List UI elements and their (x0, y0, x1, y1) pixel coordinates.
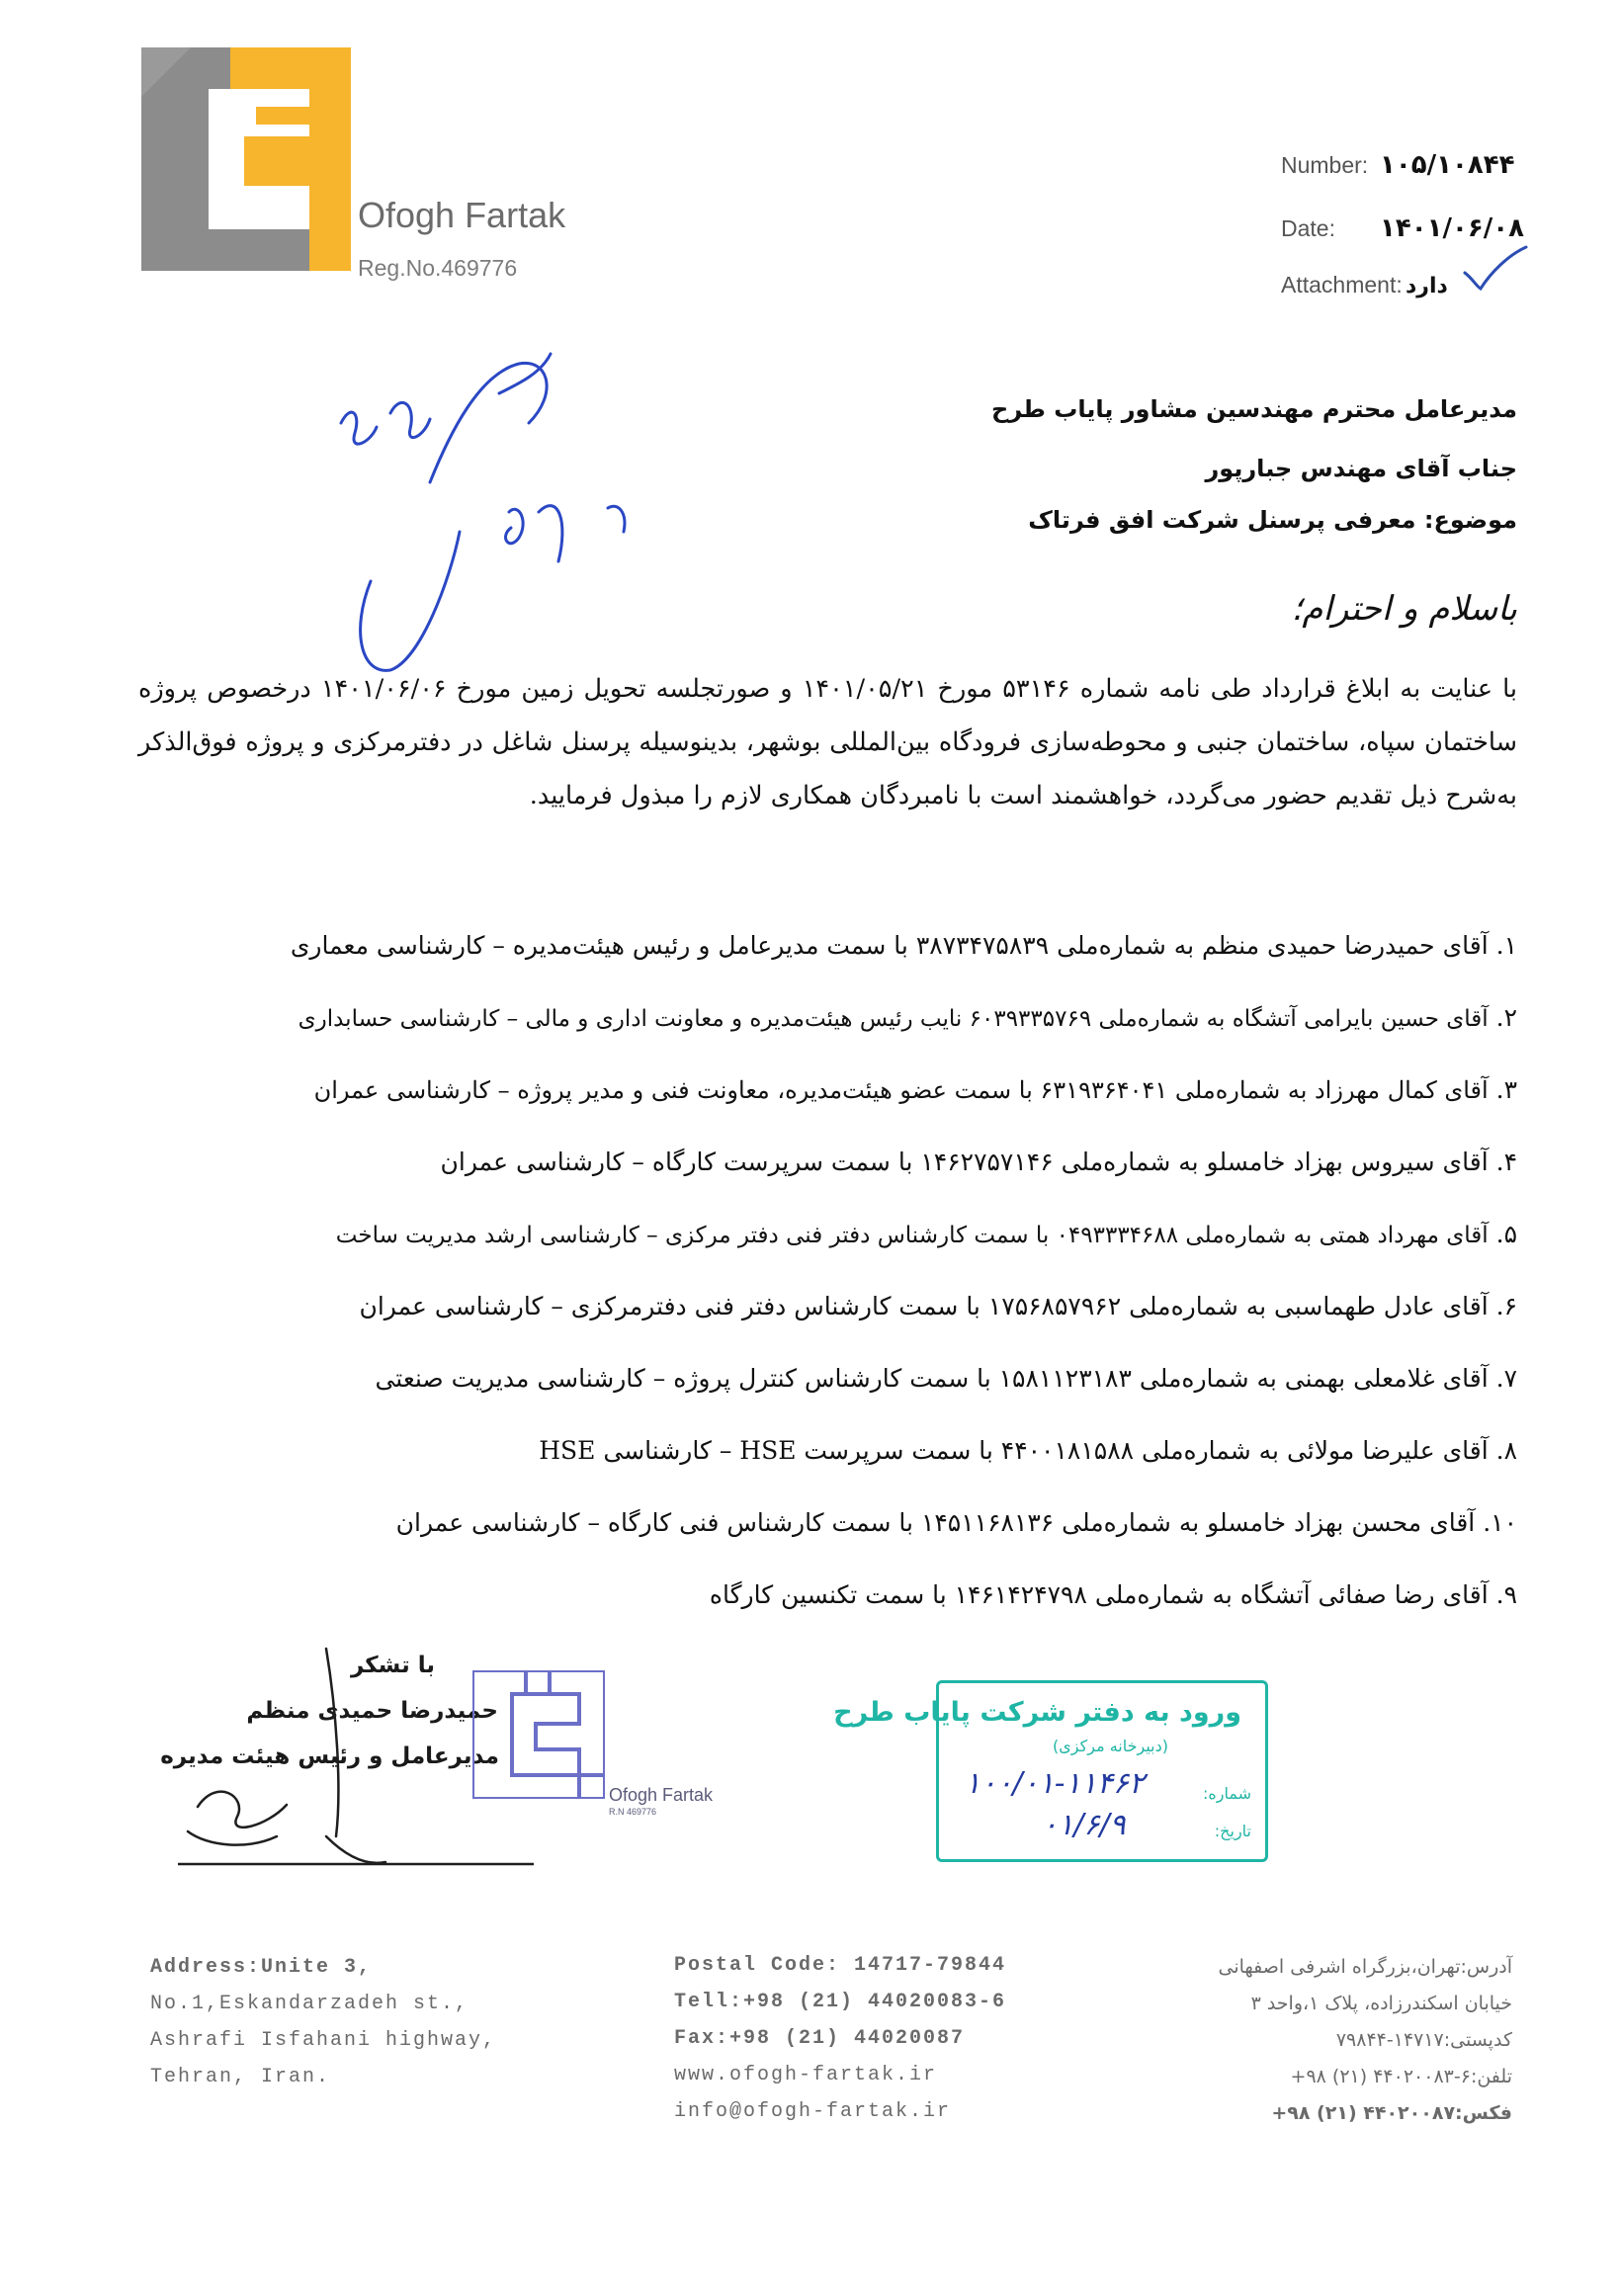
stamp-title: ورود به دفتر شرکت پایاب طرح (833, 1697, 1241, 1728)
registration-number: Reg.No.469776 (358, 255, 518, 281)
staff-number: ۳. (1495, 1075, 1517, 1104)
addressee-title: مدیرعامل محترم مهندسین مشاور پایاب طرح (991, 395, 1517, 423)
staff-item (119, 1070, 1517, 1143)
attachment-label: Attachment: (1281, 272, 1403, 298)
footer-fax: Fax:+98 (21) 44020087 (674, 2027, 966, 2050)
handwritten-note (321, 334, 687, 690)
footer-address-line: Ashrafi Isfahani highway, (150, 2029, 497, 2052)
number-value: ۱۰۵/۱۰۸۴۴ (1380, 150, 1515, 180)
footer-address-fa-line: کدپستی:۱۴۷۱۷-۷۹۸۴۴ (1335, 2029, 1512, 2051)
number-label: Number: (1281, 152, 1369, 178)
ofogh-fartak-logo (141, 47, 351, 271)
brand-name: Ofogh Fartak (358, 195, 566, 235)
footer-address-line: Address:Unite 3, (150, 1956, 373, 1979)
footer-tel: Tell:+98 (21) 44020083-6 (674, 1991, 1007, 2013)
staff-number: ۸. (1495, 1436, 1517, 1465)
stamp-number-value: ۱۰۰/۰۱-۱۱۴۶۲ (965, 1766, 1146, 1801)
attachment-value: دارد (1406, 274, 1448, 298)
footer-contact (674, 1947, 1006, 2130)
staff-number: ۷. (1495, 1364, 1517, 1393)
salutation: باسلام و احترام؛ (1291, 589, 1517, 629)
staff-number: ۵. (1495, 1220, 1517, 1248)
date-value: ۱۴۰۱/۰۶/۰۸ (1380, 213, 1524, 243)
staff-number: ۴. (1495, 1148, 1517, 1176)
staff-item (119, 1503, 1517, 1575)
staff-item (119, 1215, 1517, 1287)
check-mark-icon (1461, 243, 1530, 293)
staff-text: آقای محسن بهزاد خامسلو به شماره‌ملی ۱۴۵۱۱۶۸۱۳۶ با سمت کارشناس فنی کارگاه – کارشناسی عمران (395, 1508, 1476, 1537)
staff-text: آقای کمال مهرزاد به شماره‌ملی ۶۳۱۹۳۶۴۰۴۱ با سمت عضو هیئت‌مدیره، معاونت فنی و مدیر پروژه – کارشناسی عمران (313, 1076, 1489, 1104)
stamp-number-label: شماره: (1202, 1784, 1251, 1803)
signatory-title: مدیرعامل و رئیس هیئت مدیره (160, 1743, 499, 1769)
staff-text: آقای رضا صفائی آتشگاه به شماره‌ملی ۱۴۶۱۴۲۴۷۹۸ با سمت تکنسین کارگاه (709, 1580, 1489, 1609)
seal-registration: R.N 469776 (609, 1807, 657, 1817)
seal-brand: Ofogh Fartak (609, 1785, 714, 1805)
staff-text: آقای عادل طهماسبی به شماره‌ملی ۱۷۵۶۸۵۷۹۶۲ با سمت کارشناس دفتر فنی دفترمرکزی – کارشناسی عمران (359, 1292, 1489, 1320)
staff-text: آقای علیرضا مولائی به شماره‌ملی ۴۴۰۰۱۸۱۵۸۸ با سمت سرپرست HSE – کارشناسی HSE (539, 1436, 1489, 1465)
footer-website: www.ofogh-fartak.ir (674, 2064, 938, 2086)
letter-attachment (1281, 272, 1448, 298)
footer-address-line: No.1,Eskandarzadeh st., (150, 1993, 469, 2015)
subject-line: موضوع: معرفی پرسنل شرکت افق فرتاک (1028, 506, 1517, 534)
footer-address-fa-line: خیابان اسکندرزاده، پلاک ۱،واحد ۳ (1250, 1993, 1512, 2014)
staff-item (119, 998, 1517, 1070)
signature-ink (178, 1629, 534, 1886)
staff-text: آقای حسین بایرامی آتشگاه به شماره‌ملی ۶۰۳۹۳۳۵۷۶۹ نایب رئیس هیئت‌مدیره و معاونت اداری و مالی – کارشناسی حسابداری (298, 1006, 1489, 1032)
addressee-name: جناب آقای مهندس جبارپور (1205, 455, 1517, 482)
staff-text: آقای مهرداد همتی به شماره‌ملی ۰۴۹۳۳۳۴۶۸۸ با سمت کارشناس دفتر فنی دفتر مرکزی – کارشناسی ارشد مدیریت ساخت (335, 1223, 1489, 1248)
staff-item (119, 1359, 1517, 1431)
footer-address-fa-line: آدرس:تهران،بزرگراه اشرفی اصفهانی (1218, 1956, 1512, 1978)
letter-date (1281, 213, 1524, 243)
stamp-date-label: تاریخ: (1214, 1822, 1251, 1840)
receipt-stamp (833, 1680, 1268, 1862)
footer-address-en (150, 1949, 496, 2095)
staff-number: ۱. (1495, 931, 1517, 960)
staff-text: آقای غلامعلی بهمنی به شماره‌ملی ۱۵۸۱۱۲۳۱۸۳ با سمت کارشناس کنترل پروژه – کارشناسی مدیریت صنعتی (375, 1364, 1489, 1393)
staff-text: آقای حمیدرضا حمیدی منظم به شماره‌ملی ۳۸۷۳۴۷۵۸۳۹ با سمت مدیرعامل و رئیس هیئت‌مدیره – کارشناسی معماری (290, 931, 1489, 960)
staff-number: ۱۰. (1483, 1508, 1517, 1537)
footer-postal-code: Postal Code: 14717-79844 (674, 1954, 1007, 1977)
footer-address-fa-line: فکس:۴۴۰۲۰۰۸۷ (۲۱) ۹۸+ (1271, 2102, 1512, 2124)
staff-item (119, 1143, 1517, 1215)
staff-item (119, 1431, 1517, 1503)
letter-number (1281, 150, 1514, 180)
stamp-subtitle: (دبیرخانه مرکزی) (1053, 1737, 1168, 1755)
footer-email: info@ofogh-fartak.ir (674, 2100, 952, 2123)
staff-text: آقای سیروس بهزاد خامسلو به شماره‌ملی ۱۴۶۲۷۵۷۱۴۶ با سمت سرپرست کارگاه – کارشناسی عمران (440, 1148, 1489, 1176)
staff-item (119, 1287, 1517, 1359)
staff-list (119, 926, 1517, 1648)
staff-number: ۹. (1495, 1580, 1517, 1609)
signatory-name: حمیدرضا حمیدی منظم (246, 1698, 498, 1724)
staff-number: ۲. (1495, 1003, 1517, 1032)
signature-thanks: با تشکر (350, 1653, 435, 1678)
stamp-date-value: ۰۱/۶/۹ (1042, 1808, 1126, 1842)
footer-address-line: Tehran, Iran. (150, 2066, 331, 2088)
staff-number: ۶. (1495, 1292, 1517, 1320)
staff-item (119, 926, 1517, 998)
footer-address-fa (1219, 1949, 1513, 2132)
footer-address-fa-line: تلفن:۶-۴۴۰۲۰۰۸۳ (۲۱) ۹۸+ (1290, 2066, 1512, 2087)
body-paragraph: با عنایت به ابلاغ قرارداد طی نامه شماره ۵۳۱۴۶ مورخ ۱۴۰۱/۰۵/۲۱ و صورتجلسه تحویل زمین مورخ ۱۴۰۱/۰۶/۰۶ درخصوص پروژه ساختمان سپاه، ساختمان جنبی و محوطه‌سازی فرودگاه بین‌المللی بوشهر، بدینوسیله پرسنل شاغل در دفترمرکزی و پروژه فوق‌الذکر به‌شرح ذیل تقدیم حضور می‌گردد، خواهشمند است با نامبردگان همکاری لازم را مبذول فرمایید. (138, 674, 1517, 810)
date-label: Date: (1281, 215, 1335, 241)
